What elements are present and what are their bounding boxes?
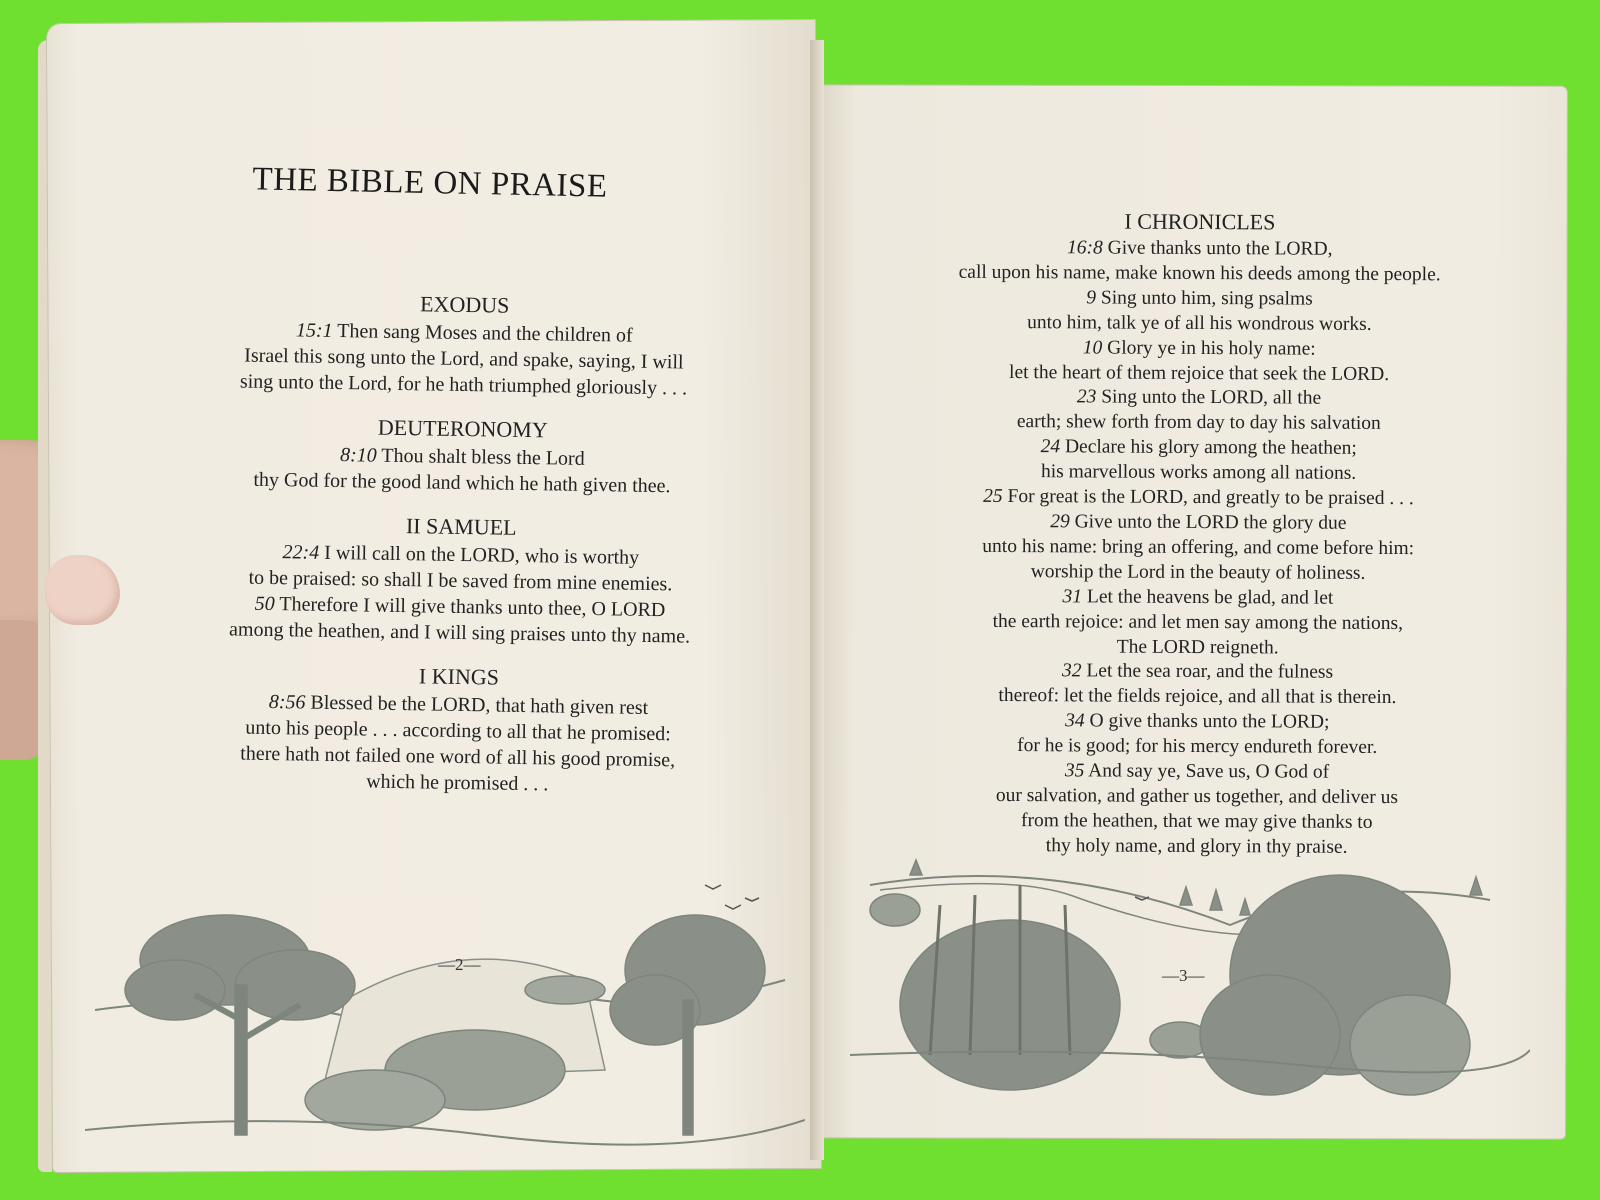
verse-line <box>907 808 1487 836</box>
book-heading: II SAMUEL <box>405 513 517 540</box>
verse-line <box>909 310 1489 338</box>
verse-line <box>909 410 1489 438</box>
book-heading: I CHRONICLES <box>1124 208 1276 235</box>
verse-number: 24 <box>1040 436 1061 458</box>
verse-number: 23 <box>1076 386 1097 408</box>
verse-text: our salvation, and gather us together, and deliver us <box>995 784 1399 808</box>
verse-text: thy holy name, and glory in thy praise. <box>1045 834 1348 858</box>
verse-line <box>907 759 1487 787</box>
verse-text: his marvellous works among all nations. <box>1040 461 1357 484</box>
verse-text: the earth rejoice: and let men say among the nations, <box>992 610 1404 634</box>
verse-number: 35 <box>1064 760 1085 782</box>
verse-line <box>908 609 1488 637</box>
verse-text: O give thanks unto the LORD; <box>1084 710 1330 733</box>
verse-number: 10 <box>1082 337 1103 359</box>
verse-number: 32 <box>1061 660 1082 682</box>
verse-text: which he promised . . . <box>366 770 549 796</box>
verse-line <box>909 360 1489 388</box>
verse-line <box>907 734 1487 762</box>
right-page-text <box>907 205 1490 877</box>
verse-text: Then sang Moses and the children of <box>332 319 633 347</box>
book-heading: DEUTERONOMY <box>377 414 548 443</box>
verse-text: Glory ye in his holy name: <box>1102 337 1316 360</box>
verse-text: there hath not failed one word of all his good promise, <box>240 742 676 772</box>
verse-text: thereof: let the fields rejoice, and all that is therein. <box>998 685 1397 709</box>
verse-line <box>908 634 1488 662</box>
left-page-text <box>172 286 750 817</box>
verse-line <box>909 435 1489 463</box>
verse-line <box>910 235 1490 263</box>
verse-text: to be praised: so shall I be saved from mine enemies. <box>248 566 673 596</box>
verse-line <box>908 534 1488 562</box>
page-number-right: —3— <box>1162 966 1205 985</box>
verse-text: Declare his glory among the heathen; <box>1060 436 1357 460</box>
verse-number: 22:4 <box>282 541 320 564</box>
verse-text: unto his name: bring an offering, and come before him: <box>982 535 1415 560</box>
verse-line <box>909 335 1489 363</box>
verse-text: worship the Lord in the beauty of holiness. <box>1030 560 1366 584</box>
verse-line <box>908 584 1488 612</box>
verse-text: thy God for the good land which he hath given thee. <box>253 468 671 498</box>
verse-number: 34 <box>1065 710 1085 732</box>
verse-number: 8:10 <box>339 444 377 467</box>
book-heading: EXODUS <box>419 291 510 318</box>
scripture-section <box>177 410 748 501</box>
verse-text: Sing unto him, sing psalms <box>1095 287 1313 310</box>
verse-text: from the heathen, that we may give thanks to <box>1020 809 1373 833</box>
verse-text: unto his people . . . according to all that he promised: <box>245 716 671 746</box>
verse-text: I will call on the LORD, who is worthy <box>319 541 640 569</box>
verse-number: 15:1 <box>295 319 333 342</box>
verse-text: Therefore I will give thanks unto thee, O LORD <box>274 593 666 622</box>
verse-line <box>908 485 1488 513</box>
verse-text: Give thanks unto the LORD, <box>1102 237 1333 260</box>
scripture-section <box>907 205 1490 861</box>
verse-text: among the heathen, and I will sing praises unto thy name. <box>228 618 691 648</box>
verse-number: 29 <box>1050 511 1070 533</box>
verse-text: let the heart of them rejoice that seek the LORD. <box>1009 361 1390 385</box>
verse-text: Let the heavens be glad, and let <box>1082 586 1334 609</box>
verse-line <box>907 684 1487 712</box>
verse-number: 9 <box>1086 287 1097 309</box>
verse-line <box>907 783 1487 811</box>
verse-line <box>910 260 1490 288</box>
scripture-section <box>178 286 750 403</box>
verse-line <box>909 285 1489 313</box>
verse-text: Give unto the LORD the glory due <box>1069 511 1347 534</box>
book-gutter <box>810 40 824 1160</box>
verse-text: Israel this song unto the Lord, and spake, saying, I will <box>244 344 684 374</box>
verse-text: for he is good; for his mercy endureth forever. <box>1017 735 1378 759</box>
verse-text: Let the sea roar, and the fulness <box>1081 660 1334 684</box>
landscape-illustration-left <box>85 870 805 1160</box>
scripture-section <box>174 507 746 650</box>
verse-line <box>907 709 1487 737</box>
verse-line <box>909 385 1489 413</box>
verse-text: Blessed be the LORD, that hath given rest <box>305 691 649 719</box>
verse-line <box>909 460 1489 488</box>
verse-text: sing unto the Lord, for he hath triumphed gloriously . . . <box>239 370 688 400</box>
verse-text: For great is the LORD, and greatly to be praised . . . <box>1002 486 1414 510</box>
page-number-left: —2— <box>438 955 481 974</box>
verse-text: And say ye, Save us, O God of <box>1084 760 1330 783</box>
page-title: THE BIBLE ON PRAISE <box>252 161 608 205</box>
verse-number: 31 <box>1062 585 1083 608</box>
verse-text: unto him, talk ye of all his wondrous works. <box>1027 311 1372 335</box>
verse-text: The LORD reigneth. <box>1116 636 1279 658</box>
scripture-section <box>172 657 744 800</box>
verse-line <box>908 509 1488 537</box>
verse-number: 16:8 <box>1067 237 1103 259</box>
verse-text: earth; shew forth from day to day his salvation <box>1016 411 1381 435</box>
book-heading: I KINGS <box>418 663 500 690</box>
verse-number: 25 <box>983 485 1003 508</box>
verse-line <box>907 659 1487 687</box>
verse-text: call upon his name, make known his deeds among the people. <box>958 261 1441 286</box>
verse-text: Thou shalt bless the Lord <box>376 444 585 470</box>
verse-text: Sing unto the LORD, all the <box>1096 386 1322 410</box>
verse-number: 8:56 <box>268 690 306 714</box>
verse-number: 50 <box>254 592 275 616</box>
verse-line <box>908 559 1488 587</box>
